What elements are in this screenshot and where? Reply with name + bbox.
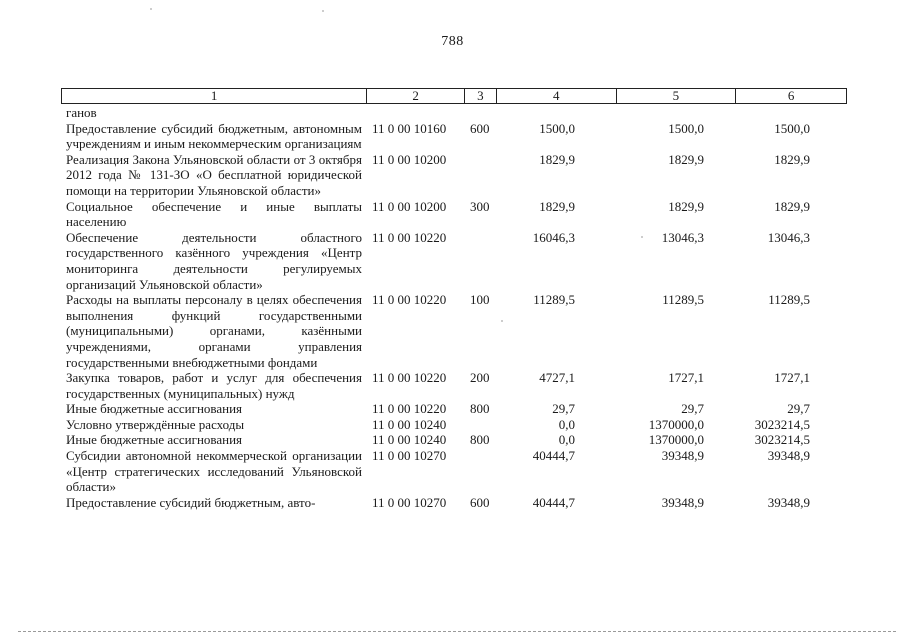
row-value-col6: 39348,9 <box>767 494 810 510</box>
row-code: 11 0 00 10240 <box>372 432 447 448</box>
row-description: Обеспечение деятельности областного государственного казённого учреждения «Центр мониторинга деятельности регулируемых организаций Ульяновской области» <box>66 229 362 292</box>
row-code: 11 0 00 10200 <box>372 198 447 214</box>
row-value-col6: 1829,9 <box>774 151 810 167</box>
row-expense-type: 600 <box>470 494 490 510</box>
row-value-col5: 1370000,0 <box>648 416 704 432</box>
row-value-col5: 11289,5 <box>662 292 704 308</box>
row-value-col5: 1370000,0 <box>648 432 704 448</box>
scan-speck <box>150 8 152 10</box>
column-header-2: 2 <box>367 89 465 103</box>
row-value-col5: 29,7 <box>681 401 704 417</box>
row-value-col4: 4727,1 <box>539 370 575 386</box>
row-value-col4: 40444,7 <box>532 494 575 510</box>
row-description: Реализация Закона Ульяновской области от 3 октября 2012 года № 131-ЗО «О бесплатной юридической помощи на территории Ульяновской области» <box>66 151 362 198</box>
table-row <box>66 105 846 121</box>
row-expense-type: 100 <box>470 292 490 308</box>
table-row <box>66 152 846 199</box>
row-description: Иные бюджетные ассигнования <box>66 401 243 417</box>
page-bottom-edge <box>18 631 896 632</box>
row-expense-type: 800 <box>470 401 490 417</box>
row-code: 11 0 00 10220 <box>372 229 447 245</box>
column-header-4: 4 <box>497 89 617 103</box>
row-expense-type: 200 <box>470 370 490 386</box>
page-number: 788 <box>441 34 464 49</box>
table-row <box>66 401 846 417</box>
row-value-col4: 0,0 <box>558 432 575 448</box>
scan-speck <box>641 236 643 238</box>
row-description: Субсидии автономной некоммерческой организации «Центр стратегических исследований Ульяновской области» <box>66 448 362 495</box>
row-value-col6: 11289,5 <box>768 292 810 308</box>
row-description: ганов <box>66 105 97 120</box>
row-code: 11 0 00 10270 <box>372 448 447 464</box>
row-value-col6: 29,7 <box>787 401 810 417</box>
column-header-5: 5 <box>617 89 737 103</box>
row-value-col6: 39348,9 <box>767 448 810 464</box>
row-value-col6: 1500,0 <box>774 120 810 136</box>
row-code: 11 0 00 10270 <box>372 494 447 510</box>
row-value-col4: 1829,9 <box>539 198 575 214</box>
row-value-col5: 39348,9 <box>661 448 704 464</box>
row-description: Социальное обеспечение и иные выплаты населению <box>66 198 362 230</box>
row-code: 11 0 00 10160 <box>372 120 447 136</box>
table-header <box>61 88 847 104</box>
row-code: 11 0 00 10220 <box>372 292 447 308</box>
row-description: Условно утверждённые расходы <box>66 416 245 432</box>
row-description: Закупка товаров, работ и услуг для обеспечения государственных (муниципальных) нужд <box>66 370 362 401</box>
row-value-col6: 1829,9 <box>774 198 810 214</box>
row-value-col4: 40444,7 <box>532 448 575 464</box>
row-value-col6: 1727,1 <box>774 370 810 386</box>
scan-speck <box>322 10 324 12</box>
row-value-col4: 11289,5 <box>533 292 575 308</box>
row-description: Расходы на выплаты персоналу в целях обеспечения выполнения функций государственными (муниципальными) органами, казёнными учреждениями, органами управления государственными внебюджетными фондами <box>66 292 362 370</box>
row-value-col4: 1829,9 <box>539 151 575 167</box>
table-row <box>66 292 846 370</box>
row-value-col6: 13046,3 <box>767 229 810 245</box>
row-expense-type: 600 <box>470 120 490 136</box>
row-expense-type: 800 <box>470 432 490 448</box>
row-code: 11 0 00 10200 <box>372 151 447 167</box>
row-description: Предоставление субсидий бюджетным, автономным учреждениям и иным некоммерческим организациям <box>66 120 362 152</box>
row-code: 11 0 00 10240 <box>372 416 447 432</box>
row-code: 11 0 00 10220 <box>372 370 447 386</box>
table-row <box>66 230 846 292</box>
row-description: Предоставление субсидий бюджетным, авто- <box>66 494 316 510</box>
table-row <box>66 370 846 401</box>
table-row <box>66 448 846 495</box>
row-value-col4: 16046,3 <box>532 229 575 245</box>
row-value-col4: 0,0 <box>558 416 575 432</box>
row-value-col4: 29,7 <box>552 401 575 417</box>
table-row <box>66 432 846 448</box>
column-header-3: 3 <box>465 89 497 103</box>
row-expense-type: 300 <box>470 198 490 214</box>
table-row <box>66 417 846 433</box>
table-row <box>66 199 846 230</box>
row-value-col5: 1727,1 <box>668 370 704 386</box>
column-header-6: 6 <box>787 88 795 103</box>
row-value-col5: 1829,9 <box>668 151 704 167</box>
row-value-col4: 1500,0 <box>539 120 575 136</box>
table-row <box>66 495 846 511</box>
column-header-1: 1 <box>62 89 367 103</box>
table-body <box>66 105 846 510</box>
row-value-col5: 1500,0 <box>668 120 704 136</box>
row-value-col6: 3023214,5 <box>754 432 810 448</box>
table-row <box>66 121 846 152</box>
row-value-col5: 13046,3 <box>661 229 704 245</box>
row-code: 11 0 00 10220 <box>372 401 447 417</box>
scan-speck <box>501 320 503 322</box>
row-value-col5: 1829,9 <box>668 198 704 214</box>
row-value-col5: 39348,9 <box>661 494 704 510</box>
row-value-col6: 3023214,5 <box>754 416 810 432</box>
row-description: Иные бюджетные ассигнования <box>66 432 243 448</box>
